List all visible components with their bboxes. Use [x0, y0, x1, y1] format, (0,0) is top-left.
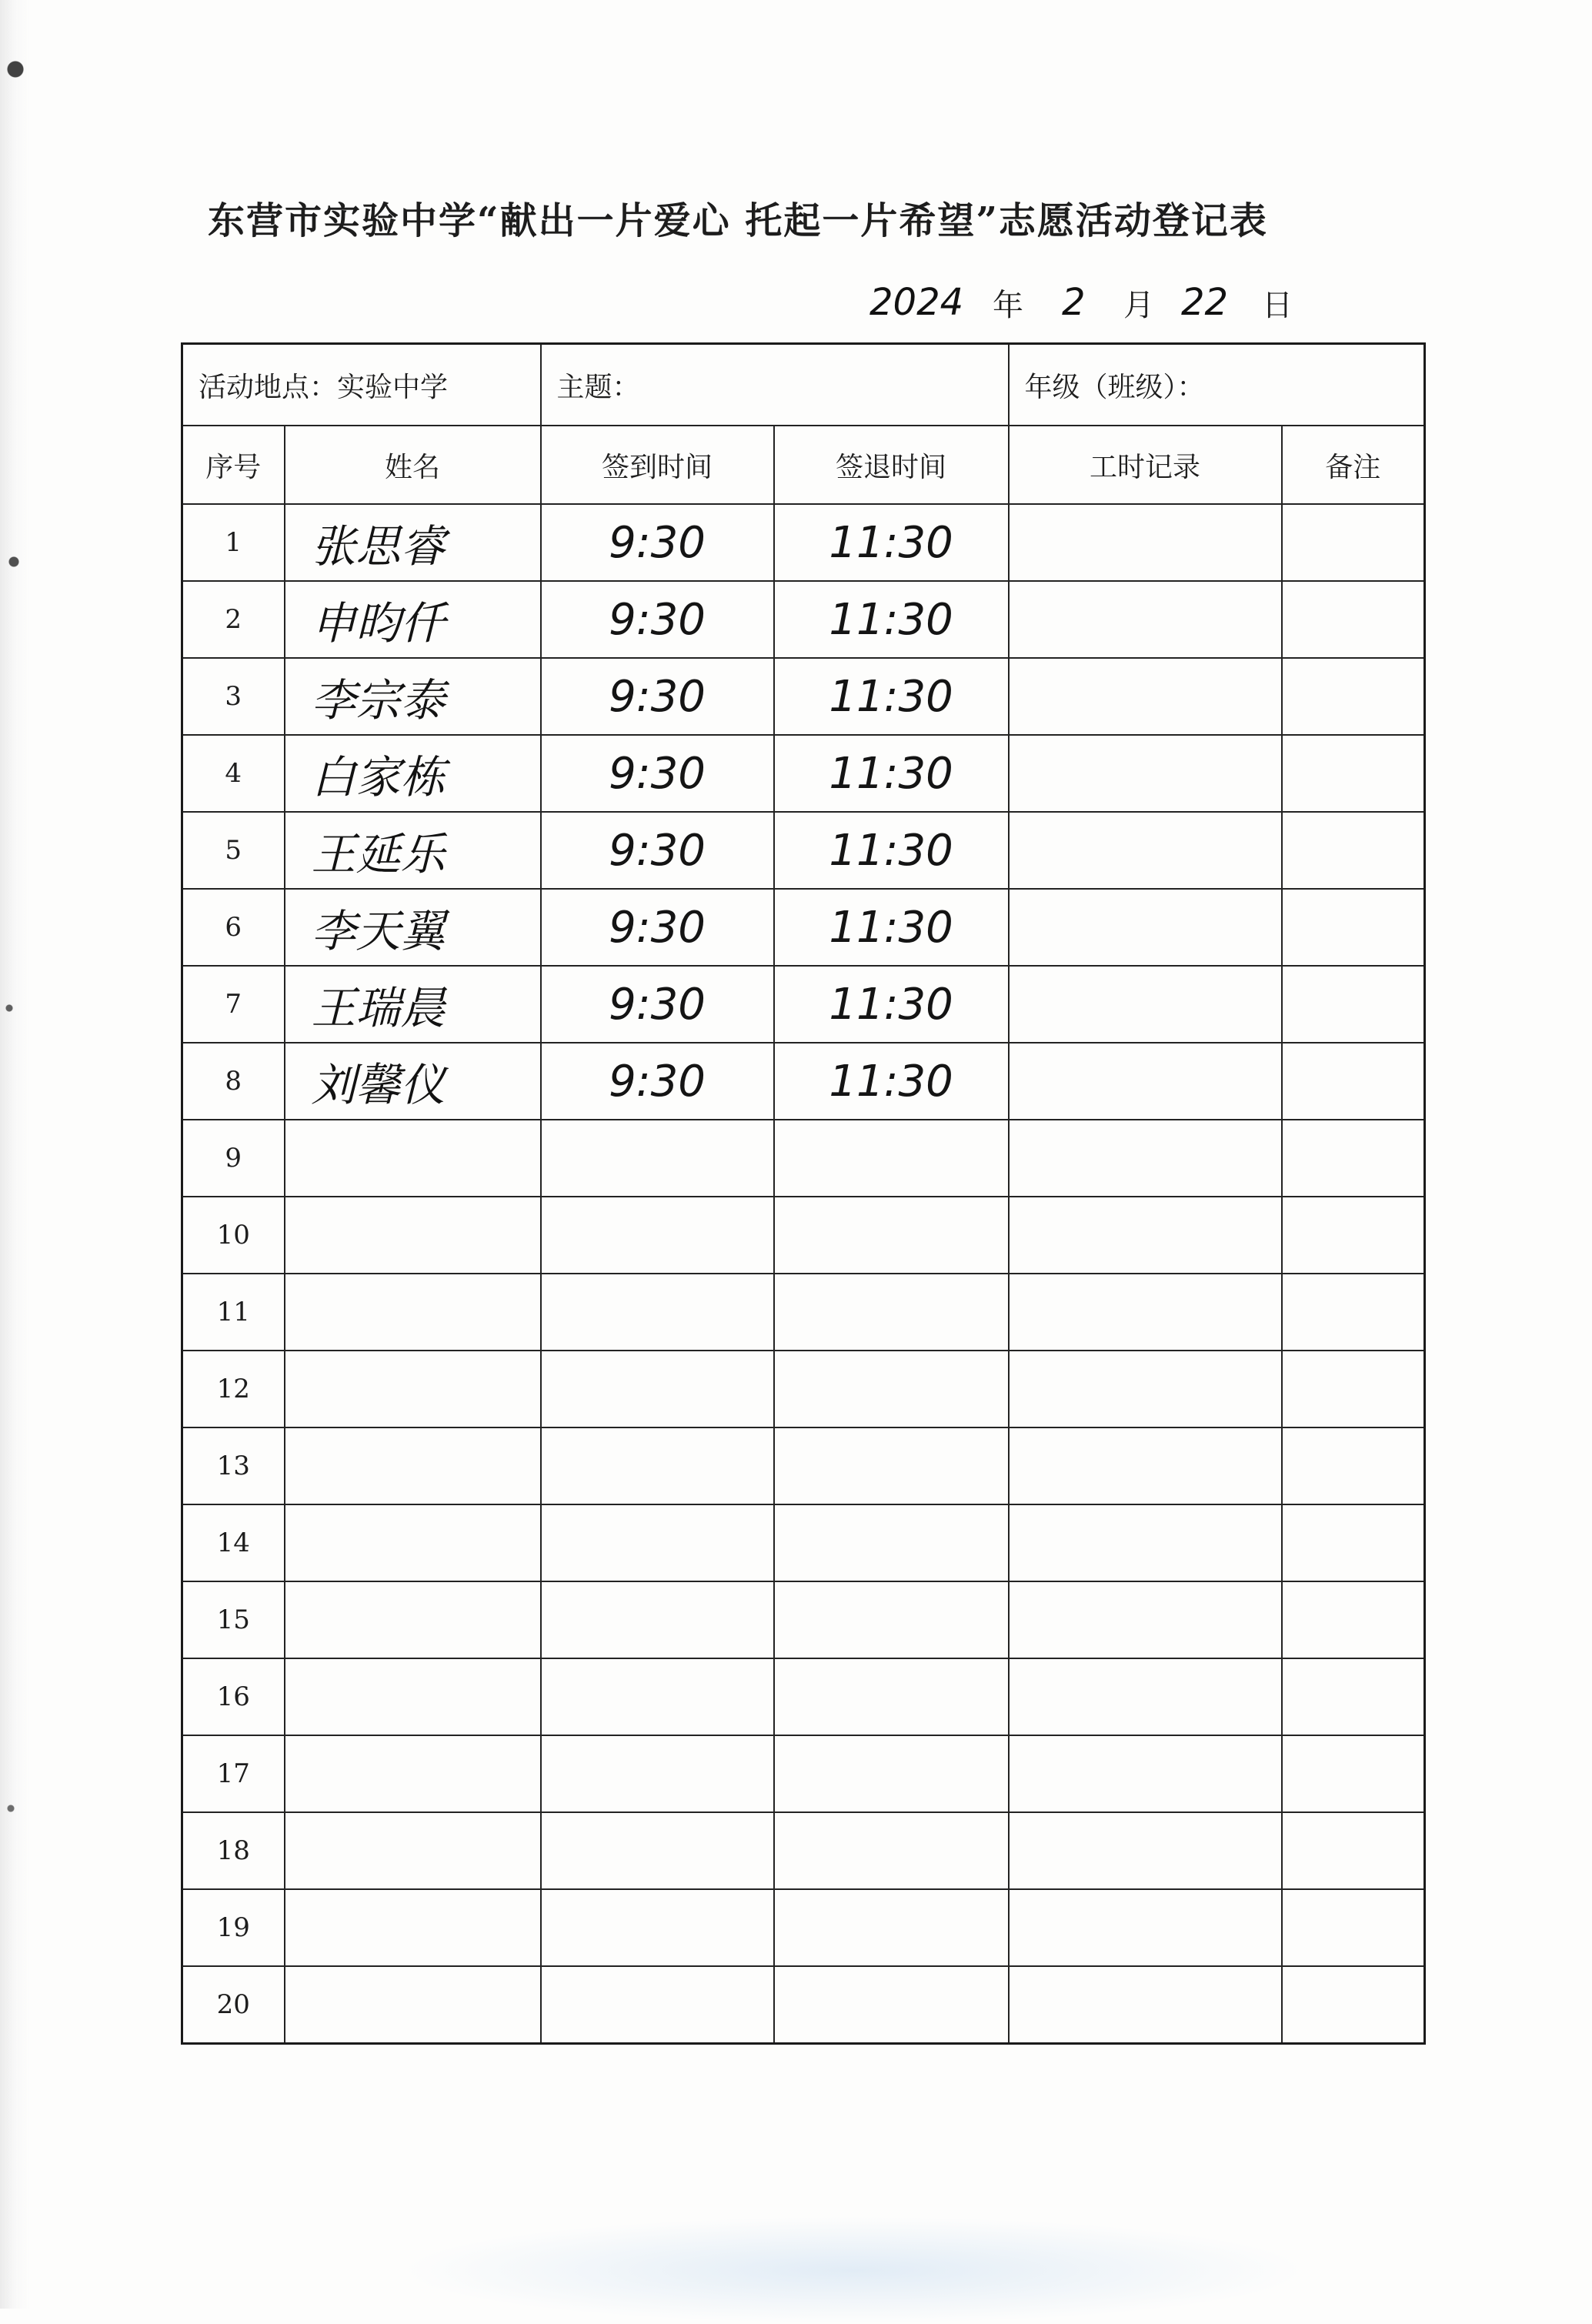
volunteer-name-cell: 王瑞晨 [285, 966, 541, 1043]
remarks-cell [1282, 1427, 1425, 1504]
row-index-cell: 16 [182, 1658, 285, 1735]
remarks-cell [1282, 1658, 1425, 1735]
table-row [182, 504, 1425, 581]
theme-field: 主题： [541, 344, 1009, 426]
sign-out-time-cell [774, 1658, 1009, 1735]
table-row [182, 1274, 1425, 1351]
row-index-cell: 19 [182, 1889, 285, 1966]
date-year: 2024 [869, 281, 964, 324]
work-hours-cell [1009, 1043, 1282, 1120]
column-header-name: 姓名 [285, 426, 541, 504]
sign-in-time-cell [541, 1966, 774, 2044]
sign-out-time-cell: 11:30 [774, 889, 1009, 966]
sign-in-time-cell: 9:30 [541, 889, 774, 966]
date-month-label: 月 [1123, 288, 1154, 323]
meta-row [182, 344, 1425, 426]
volunteer-name-cell [285, 1966, 541, 2044]
sign-out-time-cell: 11:30 [774, 658, 1009, 735]
sign-out-time-cell [774, 1120, 1009, 1197]
work-hours-cell [1009, 966, 1282, 1043]
sign-out-time-cell [774, 1812, 1009, 1889]
volunteer-name-cell [285, 1735, 541, 1812]
sign-in-time-cell [541, 1581, 774, 1658]
sign-out-time-cell: 11:30 [774, 966, 1009, 1043]
remarks-cell [1282, 658, 1425, 735]
sign-in-time-cell [541, 1889, 774, 1966]
volunteer-name-cell [285, 1197, 541, 1274]
table-row [182, 966, 1425, 1043]
register-rows [182, 504, 1425, 2044]
column-header-sign-in-time: 签到时间 [541, 426, 774, 504]
row-index-cell: 18 [182, 1812, 285, 1889]
row-index-cell: 8 [182, 1043, 285, 1120]
row-index-cell: 13 [182, 1427, 285, 1504]
remarks-cell [1282, 1197, 1425, 1274]
row-index-cell: 9 [182, 1120, 285, 1197]
table-row [182, 581, 1425, 658]
sign-out-time-cell [774, 1197, 1009, 1274]
row-index-cell: 11 [182, 1274, 285, 1351]
table-row [182, 1120, 1425, 1197]
work-hours-cell [1009, 658, 1282, 735]
sign-out-time-cell: 11:30 [774, 1043, 1009, 1120]
volunteer-name-cell [285, 1504, 541, 1581]
sign-out-time-cell [774, 1427, 1009, 1504]
volunteer-name-cell [285, 1581, 541, 1658]
sign-in-time-cell: 9:30 [541, 812, 774, 889]
scan-edge-noise [0, 0, 29, 2309]
volunteer-name-cell: 白家栋 [285, 735, 541, 812]
remarks-cell [1282, 1120, 1425, 1197]
row-index-cell: 6 [182, 889, 285, 966]
sign-out-time-cell: 11:30 [774, 735, 1009, 812]
sign-out-time-cell: 11:30 [774, 504, 1009, 581]
work-hours-cell [1009, 504, 1282, 581]
remarks-cell [1282, 1274, 1425, 1351]
sign-in-time-cell [541, 1427, 774, 1504]
date-line [869, 281, 1331, 335]
table-row [182, 1504, 1425, 1581]
work-hours-cell [1009, 1274, 1282, 1351]
row-index-cell: 2 [182, 581, 285, 658]
row-index-cell: 10 [182, 1197, 285, 1274]
row-index-cell: 15 [182, 1581, 285, 1658]
remarks-cell [1282, 889, 1425, 966]
table-row [182, 1581, 1425, 1658]
sign-out-time-cell: 11:30 [774, 812, 1009, 889]
remarks-cell [1282, 966, 1425, 1043]
work-hours-cell [1009, 1120, 1282, 1197]
remarks-cell [1282, 812, 1425, 889]
sign-in-time-cell: 9:30 [541, 735, 774, 812]
column-header-sign-out-time: 签退时间 [774, 426, 1009, 504]
sign-in-time-cell [541, 1812, 774, 1889]
sign-in-time-cell [541, 1351, 774, 1427]
remarks-cell [1282, 1043, 1425, 1120]
table-row [182, 1351, 1425, 1427]
volunteer-name-cell: 张思睿 [285, 504, 541, 581]
sign-out-time-cell [774, 1504, 1009, 1581]
date-day: 22 [1181, 281, 1229, 324]
row-index-cell: 7 [182, 966, 285, 1043]
sign-out-time-cell: 11:30 [774, 581, 1009, 658]
volunteer-register-table [181, 342, 1426, 2045]
sign-in-time-cell [541, 1658, 774, 1735]
form-title: 东营市实验中学“献出一片爱心 托起一片希望”志愿活动登记表 [208, 199, 1268, 242]
sign-in-time-cell: 9:30 [541, 658, 774, 735]
sign-out-time-cell [774, 1966, 1009, 2044]
row-index-cell: 17 [182, 1735, 285, 1812]
work-hours-cell [1009, 1504, 1282, 1581]
column-header-row [182, 426, 1425, 504]
volunteer-name-cell [285, 1812, 541, 1889]
table-row [182, 1658, 1425, 1735]
sign-out-time-cell [774, 1735, 1009, 1812]
sign-in-time-cell: 9:30 [541, 1043, 774, 1120]
work-hours-cell [1009, 812, 1282, 889]
sign-out-time-cell [774, 1889, 1009, 1966]
scan-color-tint [400, 2216, 1308, 2324]
grade-class-field: 年级（班级）： [1009, 344, 1425, 426]
row-index-cell: 3 [182, 658, 285, 735]
work-hours-cell [1009, 889, 1282, 966]
volunteer-name-cell [285, 1351, 541, 1427]
table-row [182, 1735, 1425, 1812]
volunteer-name-cell: 申昀仟 [285, 581, 541, 658]
remarks-cell [1282, 1351, 1425, 1427]
column-header-index: 序号 [182, 426, 285, 504]
activity-location-field: 活动地点：实验中学 [182, 344, 541, 426]
row-index-cell: 1 [182, 504, 285, 581]
remarks-cell [1282, 1735, 1425, 1812]
work-hours-cell [1009, 1427, 1282, 1504]
row-index-cell: 4 [182, 735, 285, 812]
column-header-work-hours: 工时记录 [1009, 426, 1282, 504]
row-index-cell: 20 [182, 1966, 285, 2044]
date-month: 2 [1062, 281, 1086, 324]
row-index-cell: 14 [182, 1504, 285, 1581]
remarks-cell [1282, 1812, 1425, 1889]
remarks-cell [1282, 1966, 1425, 2044]
remarks-cell [1282, 1504, 1425, 1581]
work-hours-cell [1009, 1197, 1282, 1274]
remarks-cell [1282, 1889, 1425, 1966]
sign-in-time-cell: 9:30 [541, 581, 774, 658]
table-row [182, 812, 1425, 889]
remarks-cell [1282, 581, 1425, 658]
remarks-cell [1282, 735, 1425, 812]
volunteer-name-cell [285, 1658, 541, 1735]
volunteer-name-cell [285, 1427, 541, 1504]
volunteer-name-cell [285, 1274, 541, 1351]
sign-in-time-cell [541, 1274, 774, 1351]
work-hours-cell [1009, 581, 1282, 658]
row-index-cell: 5 [182, 812, 285, 889]
table-row [182, 1197, 1425, 1274]
table-row [182, 1812, 1425, 1889]
sign-out-time-cell [774, 1581, 1009, 1658]
table-row [182, 889, 1425, 966]
work-hours-cell [1009, 1351, 1282, 1427]
volunteer-name-cell [285, 1120, 541, 1197]
row-index-cell: 12 [182, 1351, 285, 1427]
column-header-remarks: 备注 [1282, 426, 1425, 504]
work-hours-cell [1009, 1812, 1282, 1889]
table-row [182, 1966, 1425, 2044]
date-day-label: 日 [1262, 288, 1293, 323]
volunteer-name-cell: 李天翼 [285, 889, 541, 966]
work-hours-cell [1009, 1889, 1282, 1966]
table-row [182, 1889, 1425, 1966]
volunteer-name-cell: 王延乐 [285, 812, 541, 889]
table-row [182, 1043, 1425, 1120]
work-hours-cell [1009, 1966, 1282, 2044]
sign-in-time-cell [541, 1504, 774, 1581]
date-year-label: 年 [993, 288, 1023, 323]
sign-in-time-cell [541, 1120, 774, 1197]
sign-in-time-cell: 9:30 [541, 504, 774, 581]
table-row [182, 735, 1425, 812]
table-row [182, 1427, 1425, 1504]
sign-in-time-cell: 9:30 [541, 966, 774, 1043]
volunteer-name-cell: 刘馨仪 [285, 1043, 541, 1120]
sign-in-time-cell [541, 1735, 774, 1812]
work-hours-cell [1009, 1658, 1282, 1735]
sign-in-time-cell [541, 1197, 774, 1274]
remarks-cell [1282, 504, 1425, 581]
volunteer-name-cell: 李宗泰 [285, 658, 541, 735]
work-hours-cell [1009, 735, 1282, 812]
work-hours-cell [1009, 1581, 1282, 1658]
remarks-cell [1282, 1581, 1425, 1658]
volunteer-name-cell [285, 1889, 541, 1966]
sign-out-time-cell [774, 1351, 1009, 1427]
work-hours-cell [1009, 1735, 1282, 1812]
table-row [182, 658, 1425, 735]
sign-out-time-cell [774, 1274, 1009, 1351]
